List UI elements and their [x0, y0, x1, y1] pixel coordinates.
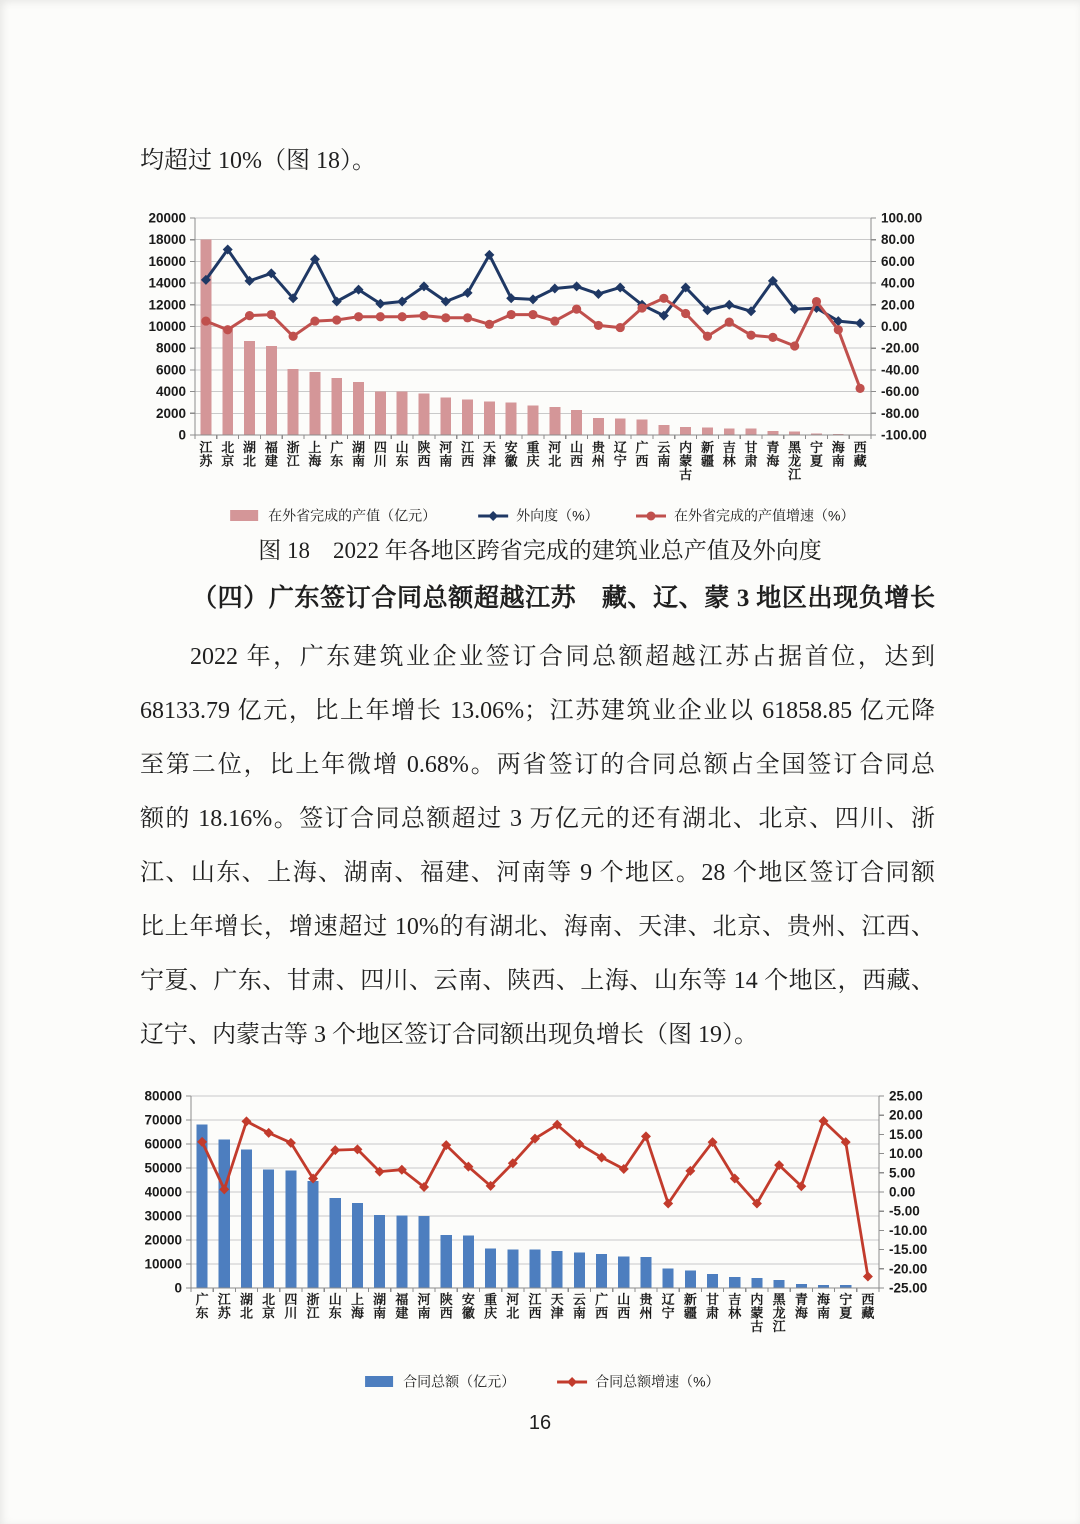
right-axis-tick-label: -15.00	[889, 1242, 928, 1258]
figure19-chart	[145, 1086, 935, 1396]
right-axis-tick-label: -40.00	[881, 362, 920, 378]
bar	[222, 327, 233, 435]
paragraph-line: 宁夏、广东、甘肃、四川、云南、陕西、上海、山东等 14 个地区，西藏、	[140, 968, 935, 994]
x-axis-label: 上海	[350, 1292, 364, 1321]
data-point-marker	[441, 313, 450, 322]
x-axis-label: 海南	[817, 1292, 831, 1321]
data-point-marker	[201, 316, 210, 325]
x-axis-label: 辽宁	[613, 440, 627, 469]
x-axis-label: 四川	[373, 440, 387, 469]
legend-item	[365, 1374, 515, 1390]
right-axis-tick-label: 0.00	[889, 1184, 916, 1200]
bar	[637, 419, 648, 435]
bar	[244, 341, 255, 435]
data-point-marker	[703, 332, 712, 341]
data-point-marker	[812, 297, 821, 306]
bar	[419, 1216, 430, 1288]
x-axis-label: 重庆	[526, 440, 540, 469]
data-point-marker	[834, 325, 843, 334]
figure19-canvas	[145, 1086, 935, 1396]
x-axis-label: 江西	[461, 440, 475, 469]
x-axis-label: 西藏	[861, 1292, 875, 1321]
bar	[441, 1235, 452, 1288]
x-axis-label: 河南	[417, 1292, 431, 1321]
x-axis-label: 陕西	[417, 440, 431, 469]
legend-bar-swatch	[230, 510, 258, 521]
left-axis-tick-label: 20000	[145, 1232, 182, 1248]
x-axis-label: 陕西	[439, 1292, 453, 1321]
bar	[751, 1278, 762, 1288]
right-axis-tick-label: 40.00	[881, 275, 915, 291]
x-axis-label: 内蒙古	[679, 440, 693, 482]
x-axis-label: 新疆	[683, 1292, 697, 1321]
x-axis-label: 湖北	[239, 1292, 253, 1321]
legend-bar-swatch	[365, 1376, 393, 1387]
x-axis-label: 河北	[506, 1292, 520, 1321]
x-axis-label: 云南	[657, 440, 671, 469]
data-point-marker	[724, 300, 734, 310]
right-axis-tick-label: 10.00	[889, 1146, 923, 1162]
bar	[397, 392, 408, 435]
data-point-marker	[463, 313, 472, 322]
legend-item	[636, 508, 854, 524]
x-axis-label: 广东	[195, 1292, 209, 1321]
right-axis-tick-label: -20.00	[889, 1261, 928, 1277]
x-axis-label: 宁夏	[839, 1292, 853, 1321]
data-point-marker	[354, 312, 363, 321]
bar	[530, 1250, 541, 1288]
x-axis-label: 江苏	[217, 1292, 231, 1321]
bar	[724, 428, 735, 435]
right-axis-tick-label: 5.00	[889, 1165, 916, 1181]
x-axis-label: 海南	[831, 440, 845, 469]
bar	[484, 402, 495, 436]
x-axis-label: 湖南	[352, 440, 366, 469]
legend-item	[557, 1374, 719, 1390]
data-point-marker	[485, 320, 494, 329]
left-axis-tick-label: 0	[178, 427, 186, 443]
bar	[396, 1215, 407, 1288]
data-point-marker	[572, 305, 581, 314]
data-point-marker	[507, 310, 516, 319]
bars	[197, 1125, 874, 1289]
data-point-marker	[637, 303, 646, 312]
bar	[330, 1198, 341, 1288]
left-axis-tick-label: 60000	[145, 1136, 182, 1152]
paragraph-line: 2022 年，广东建筑业企业签订合同总额超越江苏占据首位，达到	[190, 644, 935, 670]
data-point-marker	[746, 331, 755, 340]
x-axis-label: 吉林	[722, 440, 736, 469]
left-axis-tick-label: 30000	[145, 1208, 182, 1224]
bar	[419, 394, 430, 435]
right-axis-tick-label: -100.00	[881, 427, 927, 443]
legend-label: 合同总额（亿元）	[403, 1373, 516, 1390]
bar	[640, 1257, 651, 1288]
x-axis-label: 河南	[439, 440, 453, 469]
figure18-canvas	[145, 198, 935, 530]
x-axis-label: 广西	[635, 440, 649, 469]
x-axis-label: 北京	[221, 440, 235, 469]
x-axis-label: 天津	[550, 1292, 564, 1321]
right-axis-tick-label: 25.00	[889, 1088, 923, 1104]
data-point-marker	[550, 316, 559, 325]
data-point-marker	[310, 316, 319, 325]
data-point-marker	[223, 325, 232, 334]
paragraph-line: 至第二位，比上年微增 0.68%。两省签订的合同总额占全国签订合同总	[140, 752, 935, 778]
data-point-marker	[594, 321, 603, 330]
bar	[263, 1169, 274, 1288]
right-axis-labels	[881, 211, 927, 443]
left-axis-tick-label: 70000	[145, 1112, 182, 1128]
right-axis-tick-label: -60.00	[881, 384, 920, 400]
data-point-marker	[264, 1128, 274, 1138]
bar	[746, 429, 757, 436]
right-axis-tick-label: 60.00	[881, 253, 915, 269]
x-axis-label: 天津	[482, 440, 496, 469]
x-axis-label: 黑龙江	[772, 1292, 786, 1334]
bar	[310, 372, 321, 435]
x-axis-label: 云南	[572, 1292, 586, 1321]
right-axis-tick-label: -10.00	[889, 1222, 928, 1238]
x-axis-label: 广东	[330, 440, 344, 469]
x-axis-label: 福建	[395, 1292, 409, 1321]
bar	[266, 346, 277, 435]
x-axis-label: 湖南	[373, 1292, 387, 1321]
figure18-chart	[145, 198, 935, 530]
bar	[506, 402, 517, 435]
x-axis-label: 山东	[395, 440, 409, 469]
data-point-marker	[398, 312, 407, 321]
page-number: 16	[528, 1412, 552, 1434]
x-axis-labels	[196, 1292, 875, 1334]
left-axis-tick-label: 20000	[148, 210, 186, 226]
bar	[685, 1271, 696, 1288]
left-axis-tick-label: 14000	[148, 275, 186, 291]
bar	[440, 398, 451, 435]
x-axis-label: 安徽	[461, 1292, 475, 1321]
bar	[593, 418, 604, 435]
line-series-1	[201, 294, 864, 393]
data-point-marker	[245, 311, 254, 320]
bar	[462, 400, 473, 436]
legend	[230, 508, 854, 524]
x-axis-label: 上海	[308, 440, 322, 469]
x-axis-label: 重庆	[484, 1292, 498, 1321]
x-axis-label: 辽宁	[661, 1292, 675, 1321]
bar	[571, 410, 582, 435]
left-axis-tick-label: 40000	[145, 1184, 182, 1200]
right-axis-tick-label: 0.00	[881, 319, 908, 334]
bar	[288, 369, 299, 435]
x-axis-label: 宁夏	[809, 440, 823, 469]
x-axis-label: 浙江	[306, 1292, 320, 1321]
left-axis-tick-label: 12000	[148, 297, 186, 313]
bar	[796, 1284, 807, 1288]
legend-label: 合同总额增速（%）	[595, 1373, 720, 1390]
data-point-marker	[593, 289, 603, 299]
bar	[774, 1280, 785, 1288]
bar	[729, 1277, 740, 1288]
left-axis-tick-label: 2000	[155, 405, 186, 421]
legend-label: 在外省完成的产值（亿元）	[268, 507, 437, 524]
left-axis-tick-label: 6000	[155, 362, 186, 378]
data-point-marker	[332, 315, 341, 324]
figure18-caption: 图 18 2022 年各地区跨省完成的建筑业总产值及外向度	[258, 538, 822, 563]
intro-text: 均超过 10%（图 18）。	[140, 148, 376, 174]
left-axis-tick-label: 18000	[148, 232, 186, 248]
bar	[596, 1254, 607, 1288]
x-axis-label: 吉林	[728, 1292, 742, 1321]
data-point-marker	[289, 332, 298, 341]
bar	[707, 1274, 718, 1288]
x-axis-label: 北京	[262, 1292, 276, 1321]
bar	[658, 425, 669, 435]
legend-item	[230, 508, 436, 524]
paragraph-line: 额的 18.16%。签订合同总额超过 3 万亿元的还有湖北、北京、四川、浙	[140, 806, 935, 832]
x-axis-label: 西藏	[853, 440, 867, 469]
x-axis-label: 山东	[328, 1292, 342, 1321]
data-point-marker	[855, 384, 864, 393]
x-axis-label: 河北	[548, 440, 562, 469]
legend-label: 外向度（%）	[516, 507, 599, 524]
x-axis-label: 新疆	[700, 440, 714, 469]
right-axis-tick-label: 80.00	[881, 232, 915, 248]
bar	[463, 1236, 474, 1288]
bar	[285, 1171, 296, 1288]
bar	[352, 1203, 363, 1288]
x-axis-label: 四川	[284, 1292, 298, 1321]
legend-label: 在外省完成的产值增速（%）	[674, 507, 855, 524]
data-point-marker	[768, 333, 777, 342]
left-axis-tick-label: 0	[174, 1280, 182, 1296]
bar	[680, 427, 691, 435]
x-axis-label: 山西	[617, 1292, 631, 1321]
x-axis-label: 安徽	[504, 440, 518, 469]
right-axis-tick-label: 100.00	[881, 210, 923, 226]
right-axis-tick-label: -20.00	[881, 340, 920, 356]
bar	[549, 407, 560, 435]
right-axis-tick-label: 20.00	[889, 1107, 923, 1123]
x-axis-label: 黑龙江	[788, 440, 802, 482]
bar	[618, 1256, 629, 1288]
x-axis-label: 江西	[528, 1292, 542, 1321]
x-axis-label: 浙江	[286, 440, 300, 469]
paragraph-line: 江、山东、上海、湖南、福建、河南等 9 个地区。28 个地区签订合同额	[140, 860, 935, 886]
x-axis-label: 青海	[794, 1292, 808, 1321]
bar	[663, 1269, 674, 1288]
x-axis-label: 湖北	[243, 440, 257, 469]
left-axis-tick-label: 8000	[155, 340, 186, 356]
data-point-marker	[863, 1271, 873, 1281]
body-paragraph	[140, 630, 935, 1062]
data-point-marker	[616, 323, 625, 332]
bar	[552, 1251, 563, 1288]
bar	[528, 406, 539, 435]
bar	[375, 392, 386, 435]
bar	[201, 240, 212, 435]
data-point-marker	[681, 309, 690, 318]
x-axis-labels	[198, 440, 866, 482]
legend-item	[478, 508, 598, 524]
bar	[374, 1215, 385, 1288]
right-axis-tick-label: 20.00	[881, 297, 915, 313]
left-axis-tick-label: 10000	[148, 319, 186, 334]
x-axis-label: 内蒙古	[750, 1292, 764, 1334]
left-axis-tick-label: 16000	[148, 253, 186, 269]
bar	[507, 1249, 518, 1288]
bar	[308, 1181, 319, 1288]
right-axis-tick-label: -5.00	[889, 1203, 920, 1219]
right-axis-tick-label: 15.00	[889, 1126, 923, 1142]
data-point-marker	[550, 284, 560, 294]
legend	[365, 1374, 719, 1390]
data-point-marker	[528, 294, 538, 304]
x-axis-label: 贵州	[639, 1292, 653, 1321]
data-point-marker	[241, 1116, 251, 1126]
bar	[241, 1149, 252, 1288]
right-axis-labels	[889, 1089, 927, 1296]
left-axis-labels	[145, 1089, 182, 1296]
x-axis-label: 福建	[264, 440, 278, 469]
bar	[331, 378, 342, 435]
right-axis-tick-label: -80.00	[881, 405, 920, 421]
left-axis-labels	[148, 211, 186, 443]
section-heading: （四）广东签订合同总额超越江苏 藏、辽、蒙 3 地区出现负增长	[192, 585, 935, 612]
data-point-marker	[725, 318, 734, 327]
left-axis-tick-label: 50000	[145, 1160, 182, 1176]
x-axis-label: 山西	[570, 440, 584, 469]
left-axis-tick-label: 10000	[145, 1256, 182, 1272]
left-axis-tick-label: 80000	[145, 1088, 182, 1104]
bar	[353, 382, 364, 435]
data-point-marker	[267, 310, 276, 319]
bar	[574, 1253, 585, 1288]
paragraph-line: 比上年增长，增速超过 10%的有湖北、海南、天津、北京、贵州、江西、	[140, 914, 935, 940]
data-point-marker	[376, 312, 385, 321]
bar	[219, 1140, 230, 1289]
bar	[702, 427, 713, 435]
paragraph-line: 68133.79 亿元，比上年增长 13.06%；江苏建筑业企业以 61858.85 亿元降	[140, 698, 935, 724]
bar	[485, 1249, 496, 1288]
x-axis-label: 甘肃	[706, 1292, 720, 1321]
data-point-marker	[506, 293, 516, 303]
x-axis-label: 贵州	[591, 440, 605, 469]
data-point-marker	[419, 311, 428, 320]
right-axis-tick-label: -25.00	[889, 1280, 928, 1296]
x-axis-label: 青海	[766, 440, 780, 469]
x-axis-label: 广西	[595, 1292, 609, 1321]
data-point-marker	[659, 294, 668, 303]
bar	[615, 419, 626, 435]
x-axis-label: 江苏	[199, 440, 213, 469]
x-axis-label: 甘肃	[744, 440, 758, 469]
left-axis-tick-label: 4000	[155, 384, 186, 400]
data-point-marker	[790, 341, 799, 350]
data-point-marker	[528, 310, 537, 319]
paragraph-line: 辽宁、内蒙古等 3 个地区签订合同额出现负增长（图 19）。	[140, 1022, 758, 1048]
